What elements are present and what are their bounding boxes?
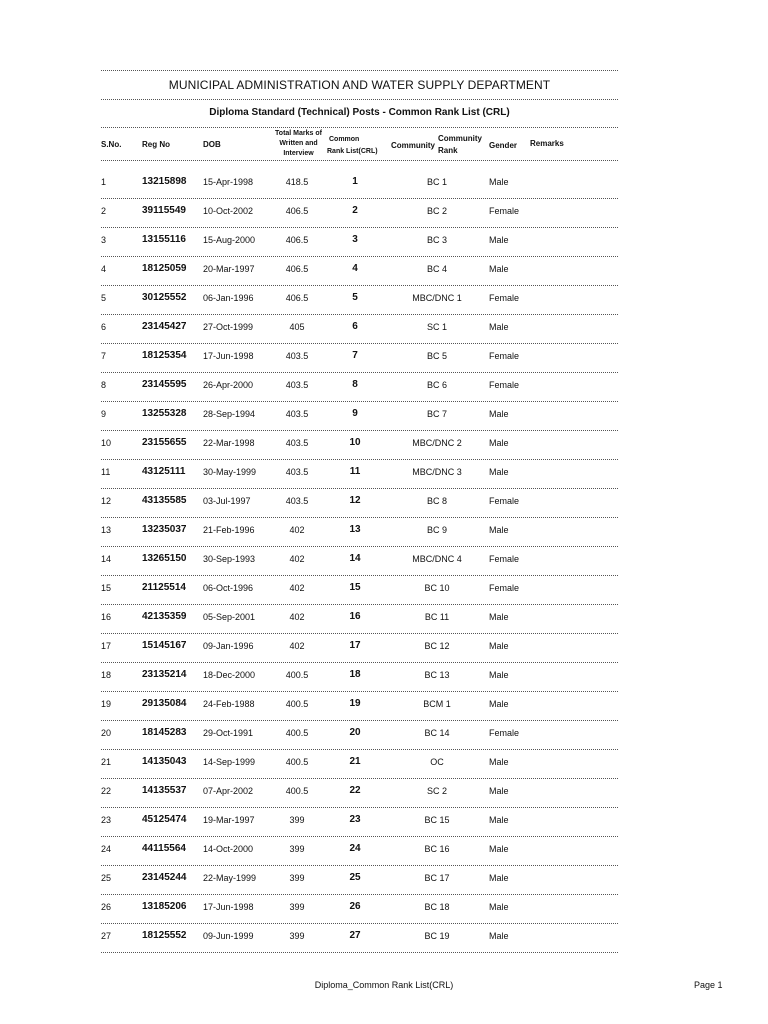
dob-cell: 05-Sep-2001 (203, 612, 256, 622)
footer-sheet-name: Diploma_Common Rank List(CRL) (314, 980, 454, 990)
table-row (101, 866, 618, 895)
total-marks-cell: 399 (289, 931, 305, 941)
total-marks-cell: 402 (289, 583, 305, 593)
dob-cell: 27-Oct-1999 (203, 322, 254, 332)
total-marks-cell: 406.5 (285, 264, 309, 274)
reg-no-cell: 43125111 (142, 466, 186, 477)
dob-cell: 09-Jun-1999 (203, 931, 254, 941)
table-row (101, 692, 618, 721)
dob-cell: 21-Feb-1996 (203, 525, 255, 535)
dob-cell: 28-Sep-1994 (203, 409, 256, 419)
community-rank-cell: BC 5 (426, 351, 447, 361)
community-rank-cell: MBC/DNC 4 (412, 554, 462, 564)
header-community: Community (391, 141, 435, 150)
reg-no-cell: 13155116 (142, 234, 186, 245)
community-rank-cell: BC 16 (424, 844, 450, 854)
total-marks-cell: 403.5 (285, 438, 309, 448)
table-row (101, 779, 618, 808)
table-row (101, 547, 618, 576)
header-crl-line: Common (329, 136, 360, 143)
total-marks-cell: 400.5 (285, 757, 309, 767)
crl-rank-cell: 17 (349, 640, 361, 651)
dob-cell: 07-Apr-2002 (203, 786, 254, 796)
gender-cell: Female (489, 583, 520, 593)
header-total-marks (271, 129, 326, 159)
community-rank-cell: BC 10 (424, 583, 450, 593)
sno-cell: 5 (101, 293, 107, 303)
community-rank-cell: BC 19 (424, 931, 450, 941)
gender-cell: Male (489, 931, 509, 941)
table-row (101, 199, 618, 228)
community-rank-cell: BC 6 (426, 380, 447, 390)
table-row (101, 402, 618, 431)
sno-cell: 8 (101, 380, 107, 390)
gender-cell: Female (489, 380, 520, 390)
dob-cell: 29-Oct-1991 (203, 728, 254, 738)
table-row (101, 315, 618, 344)
gender-cell: Male (489, 612, 509, 622)
gender-cell: Male (489, 670, 509, 680)
reg-no-cell: 18125552 (142, 930, 187, 941)
crl-rank-cell: 3 (352, 234, 358, 245)
dob-cell: 03-Jul-1997 (203, 496, 251, 506)
gender-cell: Male (489, 641, 509, 651)
crl-rank-cell: 1 (352, 176, 358, 187)
reg-no-cell: 21125514 (142, 582, 186, 593)
gender-cell: Female (489, 351, 520, 361)
table-row (101, 750, 618, 779)
total-marks-cell: 403.5 (285, 409, 309, 419)
header-sno: S.No. (101, 140, 122, 149)
dob-cell: 14-Oct-2000 (203, 844, 254, 854)
table-row (101, 518, 618, 547)
table-row (101, 460, 618, 489)
sno-cell: 10 (101, 438, 112, 448)
title-rule (101, 99, 618, 100)
sno-cell: 25 (101, 873, 112, 883)
reg-no-cell: 43135585 (142, 495, 187, 506)
reg-no-cell: 15145167 (142, 640, 187, 651)
community-rank-cell: BC 3 (426, 235, 447, 245)
reg-no-cell: 23135214 (142, 669, 187, 680)
crl-rank-cell: 5 (352, 292, 358, 303)
dob-cell: 30-May-1999 (203, 467, 257, 477)
dob-cell: 22-Mar-1998 (203, 438, 255, 448)
reg-no-cell: 13215898 (142, 176, 187, 187)
table-row (101, 808, 618, 837)
dob-cell: 14-Sep-1999 (203, 757, 256, 767)
header-community-rank (438, 134, 482, 156)
crl-rank-cell: 15 (349, 582, 361, 593)
total-marks-cell: 403.5 (285, 351, 309, 361)
reg-no-cell: 42135359 (142, 611, 187, 622)
crl-rank-cell: 18 (349, 669, 361, 680)
total-marks-cell: 400.5 (285, 728, 309, 738)
gender-cell: Male (489, 815, 509, 825)
crl-rank-cell: 16 (349, 611, 361, 622)
dob-cell: 17-Jun-1998 (203, 902, 254, 912)
total-marks-cell: 406.5 (285, 235, 309, 245)
community-rank-cell: BC 2 (426, 206, 447, 216)
crl-rank-cell: 25 (349, 872, 361, 883)
sno-cell: 26 (101, 902, 112, 912)
reg-no-cell: 18145283 (142, 727, 187, 738)
reg-no-cell: 44115564 (142, 843, 186, 854)
crl-rank-cell: 10 (349, 437, 361, 448)
reg-no-cell: 45125474 (142, 814, 187, 825)
reg-no-cell: 13235037 (142, 524, 187, 535)
reg-no-cell: 23145595 (142, 379, 187, 390)
reg-no-cell: 14135043 (142, 756, 187, 767)
gender-cell: Female (489, 496, 520, 506)
sno-cell: 1 (101, 177, 107, 187)
table-row (101, 170, 618, 199)
dob-cell: 20-Mar-1997 (203, 264, 255, 274)
header-community-rank-line: Rank (438, 146, 458, 155)
total-marks-cell: 399 (289, 902, 305, 912)
gender-cell: Female (489, 206, 520, 216)
gender-cell: Male (489, 699, 509, 709)
subtitle-rule (101, 127, 618, 128)
table-row (101, 576, 618, 605)
community-rank-cell: MBC/DNC 3 (412, 467, 462, 477)
crl-rank-cell: 2 (352, 205, 358, 216)
dob-cell: 22-May-1999 (203, 873, 257, 883)
total-marks-cell: 399 (289, 873, 305, 883)
crl-rank-cell: 6 (352, 321, 358, 332)
gender-cell: Male (489, 844, 509, 854)
dob-cell: 26-Apr-2000 (203, 380, 254, 390)
total-marks-cell: 403.5 (285, 380, 309, 390)
row-divider (101, 952, 618, 953)
sno-cell: 7 (101, 351, 107, 361)
total-marks-cell: 402 (289, 554, 305, 564)
dob-cell: 19-Mar-1997 (203, 815, 255, 825)
sno-cell: 9 (101, 409, 107, 419)
reg-no-cell: 30125552 (142, 292, 187, 303)
total-marks-cell: 399 (289, 815, 305, 825)
sno-cell: 27 (101, 931, 112, 941)
table-row (101, 895, 618, 924)
gender-cell: Male (489, 177, 509, 187)
community-rank-cell: MBC/DNC 2 (412, 438, 462, 448)
reg-no-cell: 13255328 (142, 408, 187, 419)
community-rank-cell: BC 7 (426, 409, 447, 419)
community-rank-cell: BC 9 (426, 525, 447, 535)
dob-cell: 17-Jun-1998 (203, 351, 254, 361)
crl-rank-cell: 22 (349, 785, 361, 796)
sno-cell: 17 (101, 641, 112, 651)
crl-rank-cell: 12 (349, 495, 361, 506)
dob-cell: 30-Sep-1993 (203, 554, 256, 564)
table-row (101, 228, 618, 257)
crl-rank-cell: 24 (349, 843, 361, 854)
community-rank-cell: BC 12 (424, 641, 450, 651)
dob-cell: 15-Apr-1998 (203, 177, 254, 187)
crl-rank-cell: 11 (349, 466, 361, 477)
sno-cell: 3 (101, 235, 107, 245)
crl-rank-cell: 23 (349, 814, 361, 825)
dob-cell: 15-Aug-2000 (203, 235, 256, 245)
crl-rank-cell: 19 (349, 698, 361, 709)
sno-cell: 24 (101, 844, 112, 854)
crl-rank-cell: 8 (352, 379, 358, 390)
table-row (101, 663, 618, 692)
reg-no-cell: 18125354 (142, 350, 187, 361)
sno-cell: 13 (101, 525, 112, 535)
table-row (101, 924, 618, 953)
sno-cell: 15 (101, 583, 112, 593)
dob-cell: 18-Dec-2000 (203, 670, 256, 680)
header-marks-line: Interview (283, 150, 314, 157)
total-marks-cell: 406.5 (285, 206, 309, 216)
total-marks-cell: 402 (289, 641, 305, 651)
gender-cell: Male (489, 786, 509, 796)
table-row (101, 489, 618, 518)
gender-cell: Male (489, 902, 509, 912)
community-rank-cell: BC 14 (424, 728, 450, 738)
crl-rank-cell: 14 (349, 553, 361, 564)
community-rank-cell: BC 17 (424, 873, 450, 883)
gender-cell: Female (489, 728, 520, 738)
community-rank-cell: BC 4 (426, 264, 447, 274)
sno-cell: 18 (101, 670, 112, 680)
table-row (101, 721, 618, 750)
gender-cell: Female (489, 554, 520, 564)
table-row (101, 634, 618, 663)
header-crl-line: Rank List(CRL) (327, 148, 378, 155)
header-crl (327, 135, 383, 157)
gender-cell: Male (489, 873, 509, 883)
reg-no-cell: 14135537 (142, 785, 187, 796)
reg-no-cell: 13265150 (142, 553, 187, 564)
community-rank-cell: BC 11 (424, 612, 450, 622)
reg-no-cell: 18125059 (142, 263, 187, 274)
reg-no-cell: 23155655 (142, 437, 187, 448)
gender-cell: Male (489, 757, 509, 767)
table-row (101, 837, 618, 866)
total-marks-cell: 400.5 (285, 670, 309, 680)
sno-cell: 14 (101, 554, 112, 564)
gender-cell: Male (489, 438, 509, 448)
reg-no-cell: 23145244 (142, 872, 187, 883)
sno-cell: 23 (101, 815, 112, 825)
total-marks-cell: 405 (289, 322, 305, 332)
community-rank-cell: MBC/DNC 1 (412, 293, 462, 303)
gender-cell: Male (489, 409, 509, 419)
total-marks-cell: 399 (289, 844, 305, 854)
community-rank-cell: SC 1 (426, 322, 447, 332)
header-regno: Reg No (142, 140, 170, 149)
total-marks-cell: 400.5 (285, 786, 309, 796)
table-row (101, 605, 618, 634)
reg-no-cell: 23145427 (142, 321, 187, 332)
total-marks-cell: 406.5 (285, 293, 309, 303)
crl-rank-cell: 26 (349, 901, 361, 912)
sno-cell: 2 (101, 206, 107, 216)
total-marks-cell: 403.5 (285, 467, 309, 477)
gender-cell: Female (489, 293, 520, 303)
crl-rank-cell: 13 (349, 524, 361, 535)
sno-cell: 20 (101, 728, 112, 738)
dob-cell: 10-Oct-2002 (203, 206, 254, 216)
table-row (101, 257, 618, 286)
community-rank-cell: BC 18 (424, 902, 450, 912)
list-subtitle: Diploma Standard (Technical) Posts - Common Rank List (CRL) (209, 107, 510, 118)
crl-rank-cell: 9 (352, 408, 358, 419)
community-rank-cell: SC 2 (426, 786, 447, 796)
gender-cell: Male (489, 322, 509, 332)
table-row (101, 431, 618, 460)
dob-cell: 24-Feb-1988 (203, 699, 255, 709)
header-gender: Gender (489, 141, 518, 150)
total-marks-cell: 402 (289, 525, 305, 535)
total-marks-cell: 418.5 (285, 177, 309, 187)
top-rule (101, 70, 618, 71)
table-row (101, 344, 618, 373)
total-marks-cell: 400.5 (285, 699, 309, 709)
sno-cell: 21 (101, 757, 112, 767)
header-remarks: Remarks (530, 139, 564, 148)
total-marks-cell: 402 (289, 612, 305, 622)
crl-rank-cell: 7 (352, 350, 358, 361)
sno-cell: 16 (101, 612, 112, 622)
community-rank-cell: OC (430, 757, 444, 767)
community-rank-cell: BC 15 (424, 815, 450, 825)
gender-cell: Male (489, 467, 509, 477)
crl-rank-cell: 27 (349, 930, 361, 941)
sno-cell: 4 (101, 264, 107, 274)
footer-page-number: Page 1 (694, 980, 723, 990)
header-marks-line: Total Marks of (275, 130, 322, 137)
table-row (101, 373, 618, 402)
gender-cell: Male (489, 264, 509, 274)
table-row (101, 286, 618, 315)
gender-cell: Male (489, 235, 509, 245)
sno-cell: 6 (101, 322, 107, 332)
sno-cell: 19 (101, 699, 112, 709)
dob-cell: 06-Jan-1996 (203, 293, 254, 303)
reg-no-cell: 39115549 (142, 205, 186, 216)
sno-cell: 22 (101, 786, 112, 796)
header-rule (101, 160, 618, 161)
community-rank-cell: BC 1 (426, 177, 447, 187)
reg-no-cell: 29135084 (142, 698, 187, 709)
community-rank-cell: BCM 1 (423, 699, 451, 709)
header-marks-line: Written and (279, 140, 318, 147)
sno-cell: 11 (101, 467, 111, 477)
header-dob: DOB (203, 140, 221, 149)
header-community-rank-line: Community (438, 134, 482, 143)
crl-rank-cell: 21 (349, 756, 361, 767)
dob-cell: 06-Oct-1996 (203, 583, 254, 593)
crl-rank-cell: 20 (349, 727, 361, 738)
sno-cell: 12 (101, 496, 112, 506)
community-rank-cell: BC 8 (426, 496, 447, 506)
gender-cell: Male (489, 525, 509, 535)
community-rank-cell: BC 13 (424, 670, 450, 680)
department-title: MUNICIPAL ADMINISTRATION AND WATER SUPPLY DEPARTMENT (168, 78, 551, 92)
crl-rank-cell: 4 (352, 263, 358, 274)
dob-cell: 09-Jan-1996 (203, 641, 254, 651)
reg-no-cell: 13185206 (142, 901, 187, 912)
total-marks-cell: 403.5 (285, 496, 309, 506)
